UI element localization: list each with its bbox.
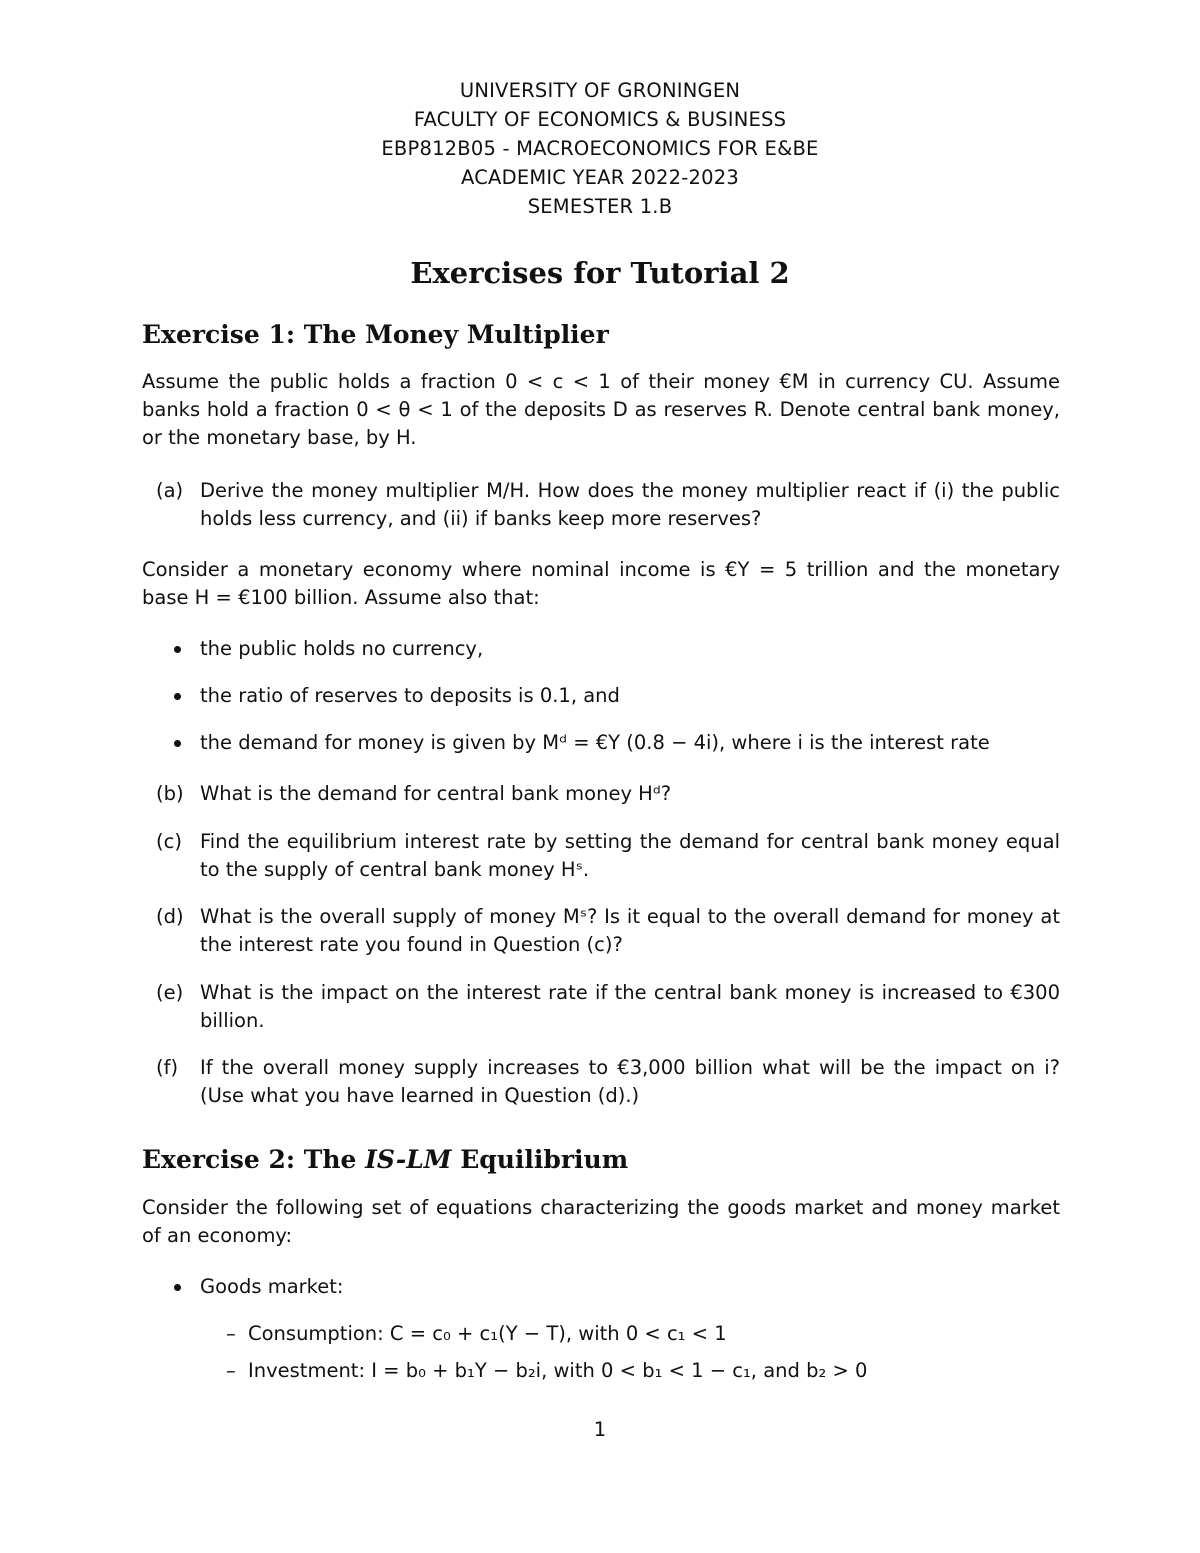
exercise-1-intro: Assume the public holds a fraction 0 < c < 1 of their money €M in currency CU. Assume banks hold a fraction 0 < θ < 1 of the deposits D as reserves R. Denote central bank money, or the monetary base, by H.: [142, 370, 1060, 449]
question-text: If the overall money supply increases to €3,000 billion what will be the impact on i? (Use what you have learned in Question (d).): [200, 1056, 1060, 1107]
page-title: Exercises for Tutorial 2: [410, 256, 790, 290]
question-label: (c): [156, 830, 182, 853]
exercise-1-heading: Exercise 1: The Money Multiplier: [142, 320, 609, 349]
bullet-icon: [174, 646, 181, 653]
question-label: (d): [156, 905, 184, 928]
question-text: What is the overall supply of money Mˢ? Is it equal to the overall demand for money at the interest rate you found in Question (c)?: [200, 905, 1060, 956]
exercise-2-intro: Consider the following set of equations characterizing the goods market and money market of an economy:: [142, 1196, 1060, 1247]
question-label: (b): [156, 782, 184, 805]
question-text: What is the demand for central bank money Hᵈ?: [200, 782, 672, 805]
bullet-icon: [174, 1284, 181, 1291]
semester: SEMESTER 1.B: [527, 195, 673, 218]
question-label: (e): [156, 981, 184, 1004]
document-header: [0, 76, 1200, 221]
exercise-1-setup: Consider a monetary economy where nominal income is €Y = 5 trillion and the monetary base H = €100 billion. Assume also that:: [142, 558, 1060, 609]
dash-icon: –: [226, 1322, 236, 1345]
bullet-icon: [174, 740, 181, 747]
document-page: UNIVERSITY OF GRONINGEN FACULTY OF ECONOMICS & BUSINESS EBP812B05 - MACROECONOMICS FOR E&BE ACADEMIC YEAR 2022-2023 SEMESTER 1.B Exercises for Tutorial 2 Exercise 1: The Money Multiplier Assume the public holds a fraction 0 < c < 1 of their money €M in currency CU. Assume banks hold a fraction 0 < θ < 1 of the deposits D as reserves R. Denote central bank money, or the monetary base, by H. (a) Derive the money multiplier M/H. How does the money multiplier react if (i) the public holds less currency, and (ii) if banks keep more reserves? Consider a monetary economy where nominal income is €Y = 5 trillion and the monetary base H = €100 billion. Assume also that: the public holds no currency, the ratio of reserves to deposits is 0.1, and the demand for money is given by Mᵈ = €Y (0.8 − 4i), where i is the interest rate (b) What is the demand for central bank money Hᵈ? (c) Find the equilibrium interest rate by setting the demand for central bank money equal to the supply of central bank money Hˢ. (d) What is the overall supply of money Mˢ? Is it equal to the overall demand for money at the interest rate you found in Question (c)? (e) What is the impact on the interest rate if the central bank money is increased to €300 billion. (f) If the overall money supply increases to €3,000 billion what will be the impact on i? (Use what you have learned in Question (d).) Exercise 2: The IS-LM Equilibrium Consider the following set of equations characterizing the goods market and money market of an economy: Goods market: – Consumption: C = c₀ + c₁(Y − T), with 0 < c₁ < 1 – Investment: I = b₀ + b₁Y − b₂i, with 0 < b₁ < 1 − c₁, and b₂ > 0 1: [0, 0, 1200, 1553]
academic-year: ACADEMIC YEAR 2022-2023: [461, 166, 739, 189]
exercise-2-heading: Exercise 2: The IS-LM Equilibrium: [142, 1145, 629, 1174]
course-code: EBP812B05 - MACROECONOMICS FOR E&BE: [381, 137, 819, 160]
question-label: (f): [156, 1056, 179, 1079]
bullet-icon: [174, 693, 181, 700]
question-text: What is the impact on the interest rate if the central bank money is increased to €300 billion.: [200, 981, 1060, 1032]
university-name: UNIVERSITY OF GRONINGEN: [459, 79, 741, 102]
faculty-name: FACULTY OF ECONOMICS & BUSINESS: [413, 108, 787, 131]
question-label: (a): [156, 479, 184, 502]
dash-icon: –: [226, 1359, 236, 1382]
page-number: 1: [593, 1418, 607, 1441]
question-text: Find the equilibrium interest rate by setting the demand for central bank money equal to the supply of central bank money Hˢ.: [200, 830, 1060, 881]
question-text: Derive the money multiplier M/H. How does the money multiplier react if (i) the public holds less currency, and (ii) if banks keep more reserves?: [200, 479, 1060, 530]
